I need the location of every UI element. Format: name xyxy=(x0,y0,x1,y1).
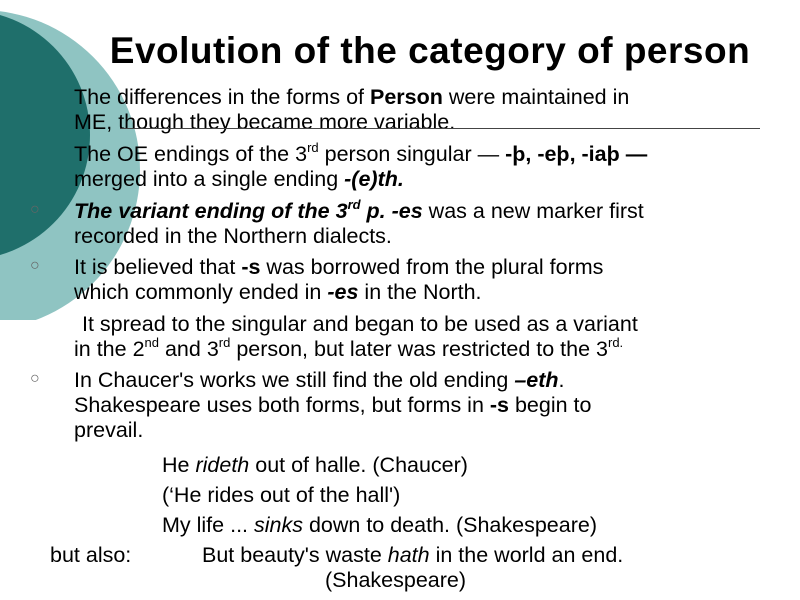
superscript: rd xyxy=(218,334,231,350)
text: It is believed that xyxy=(74,255,242,279)
text: But beauty's waste xyxy=(202,543,388,567)
text: which commonly ended in xyxy=(74,280,328,304)
text: were maintained in xyxy=(442,85,630,109)
text: The OE endings of the 3 xyxy=(74,142,308,166)
text: The differences in the forms of xyxy=(74,85,370,109)
text-italic: hath xyxy=(387,543,430,567)
paragraph-6-line-3: prevail. xyxy=(74,418,144,442)
text-bold-italic: –eth xyxy=(514,368,559,392)
paragraph-6-line-2 xyxy=(74,392,591,418)
text-bold: Person xyxy=(369,85,443,109)
text: was borrowed from the plural forms xyxy=(260,255,604,279)
text-bold: -s xyxy=(241,255,261,279)
paragraph-6-line-1 xyxy=(74,367,565,393)
bullet-icon: ○ xyxy=(30,257,40,274)
superscript: rd. xyxy=(607,334,624,350)
text-bold-italic: -es xyxy=(327,280,359,304)
text-bold-italic: p. -es xyxy=(360,199,423,223)
text: was a new marker first xyxy=(422,199,644,223)
text: begin to xyxy=(509,393,592,417)
text-bold: -s xyxy=(489,393,509,417)
paragraph-5-line-1: It spread to the singular and began to be used as a variant xyxy=(82,312,638,336)
divider-line xyxy=(120,128,760,129)
paragraph-2-line-1 xyxy=(74,141,647,167)
slide-title: Evolution of the category of person xyxy=(109,30,751,71)
text: in the North. xyxy=(358,280,482,304)
text-bold-italic: -(e)th. xyxy=(344,167,404,191)
paragraph-3-line-1 xyxy=(74,198,644,224)
paragraph-1-line-1 xyxy=(74,84,629,110)
paragraph-1-line-2: ME, though they became more variable. xyxy=(74,110,456,134)
bullet-icon: ○ xyxy=(30,201,40,218)
text: . xyxy=(558,368,565,392)
text-italic: rideth xyxy=(195,453,250,477)
text: In Chaucer's works we still find the old ending xyxy=(74,368,515,392)
example-4-source: (Shakespeare) xyxy=(325,568,467,592)
example-4-prefix: but also: xyxy=(50,543,132,567)
paragraph-5-line-2 xyxy=(74,336,623,362)
text: person singular — xyxy=(318,142,506,166)
text: My life ... xyxy=(162,513,254,537)
superscript: nd xyxy=(144,334,159,350)
text: out of halle. (Chaucer) xyxy=(249,453,468,477)
text: merged into a single ending xyxy=(74,167,345,191)
example-2: (‘He rides out of the hall') xyxy=(162,483,401,507)
paragraph-4-line-1 xyxy=(74,254,603,280)
text: in the world an end. xyxy=(429,543,624,567)
text: in the 2 xyxy=(74,337,145,361)
text: Shakespeare uses both forms, but forms in xyxy=(74,393,490,417)
text-bold-italic: The variant ending of the 3 xyxy=(74,199,348,223)
example-1 xyxy=(162,452,468,478)
text-bold: -þ, -eþ, -iaþ — xyxy=(505,142,648,166)
paragraph-2-line-2 xyxy=(74,166,404,192)
text: and 3 xyxy=(159,337,219,361)
example-4 xyxy=(202,542,623,568)
text: person, but later was restricted to the 3 xyxy=(230,337,608,361)
example-3 xyxy=(162,512,597,538)
superscript: rd xyxy=(307,139,319,155)
superscript: rd xyxy=(347,196,361,212)
paragraph-4-line-2 xyxy=(74,279,482,305)
paragraph-3-line-2: recorded in the Northern dialects. xyxy=(74,224,392,248)
text: He xyxy=(162,453,196,477)
text-italic: sinks xyxy=(253,513,303,537)
text: down to death. (Shakespeare) xyxy=(302,513,597,537)
bullet-icon: ○ xyxy=(30,370,40,387)
